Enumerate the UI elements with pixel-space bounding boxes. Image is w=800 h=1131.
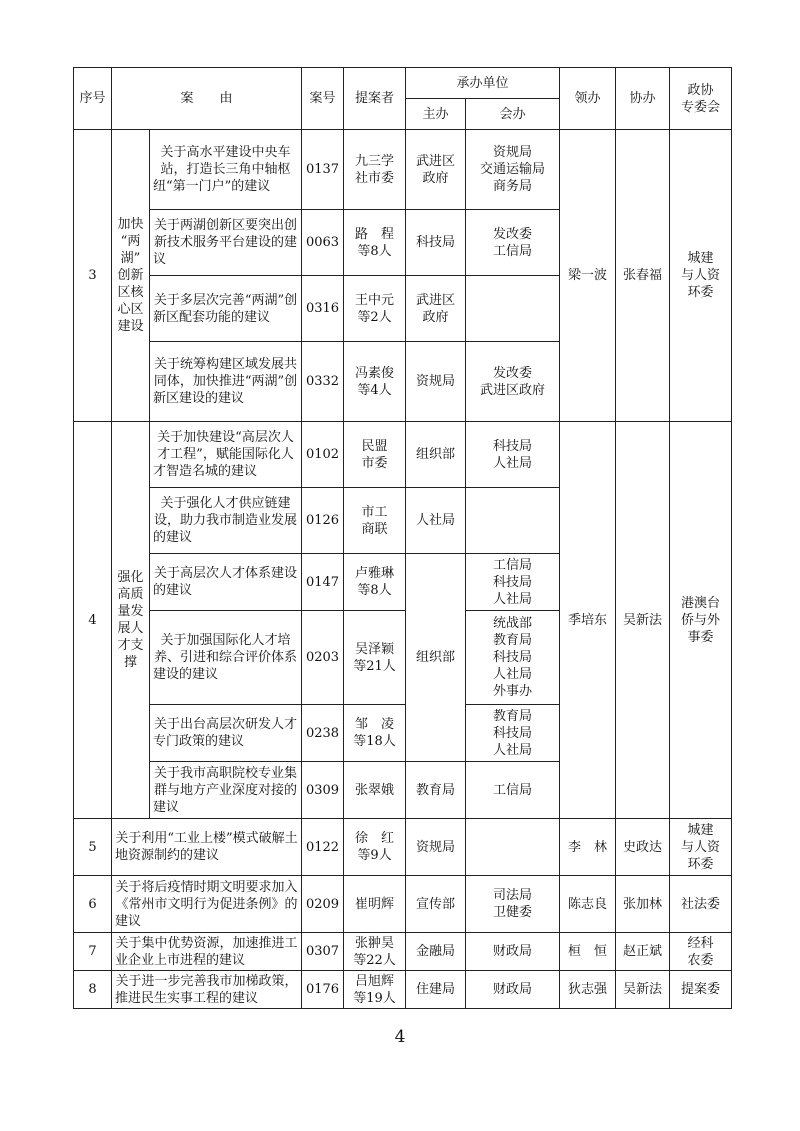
- assist-cell: 吴新法: [616, 971, 670, 1009]
- co-cell: 司法局 卫健委: [466, 876, 560, 933]
- committee-cell: 城建 与人资 环委: [670, 130, 732, 422]
- host-cell: 教育局: [406, 762, 466, 819]
- committee-cell: 经科 农委: [670, 933, 732, 971]
- reason-cell: 关于统筹构建区域发展共同体，加快推进“两湖”创新区建设的建议: [150, 342, 302, 422]
- table-row: [74, 422, 732, 488]
- host-cell: 资规局: [406, 342, 466, 422]
- case-no-cell: 0102: [302, 422, 344, 488]
- table-row: [74, 819, 732, 876]
- case-no-cell: 0316: [302, 276, 344, 342]
- co-cell: [466, 276, 560, 342]
- case-no-cell: 0176: [302, 971, 344, 1009]
- case-no-cell: 0238: [302, 705, 344, 762]
- table-row: [74, 876, 732, 933]
- reason-cell: 关于高层次人才体系建设的建议: [150, 554, 302, 611]
- reason-cell: 关于两湖创新区要突出创新技术服务平台建设的建议: [150, 210, 302, 276]
- seq-cell: 7: [74, 933, 112, 971]
- header-seq: 序号: [74, 68, 112, 130]
- proposer-cell: 张翠娥: [344, 762, 406, 819]
- assist-cell: 史政达: [616, 819, 670, 876]
- co-cell: 财政局: [466, 933, 560, 971]
- reason-cell: 关于集中优势资源，加速推进工业企业上市进程的建议: [112, 933, 302, 971]
- co-cell: 工信局 科技局 人社局: [466, 554, 560, 611]
- reason-cell: 关于加快建设“高层次人才工程”，赋能国际化人才智造名城的建议: [150, 422, 302, 488]
- seq-cell: 6: [74, 876, 112, 933]
- table-row: [74, 130, 732, 210]
- proposal-table: [73, 67, 732, 1009]
- co-cell: 财政局: [466, 971, 560, 1009]
- co-cell: 发改委 工信局: [466, 210, 560, 276]
- committee-cell: 社法委: [670, 876, 732, 933]
- proposer-cell: 张翀昊 等22人: [344, 933, 406, 971]
- committee-cell: 提案委: [670, 971, 732, 1009]
- co-cell: 发改委 武进区政府: [466, 342, 560, 422]
- assist-cell: 赵正斌: [616, 933, 670, 971]
- case-no-cell: 0147: [302, 554, 344, 611]
- case-no-cell: 0309: [302, 762, 344, 819]
- proposer-cell: 邹 凌 等18人: [344, 705, 406, 762]
- proposer-cell: 卢雅琳 等8人: [344, 554, 406, 611]
- proposer-cell: 冯素俊 等4人: [344, 342, 406, 422]
- host-cell: 住建局: [406, 971, 466, 1009]
- co-cell: 工信局: [466, 762, 560, 819]
- theme-cell: 强化 高质 量发 展人 才支 撑: [112, 422, 150, 819]
- case-no-cell: 0307: [302, 933, 344, 971]
- proposer-cell: 路 程 等8人: [344, 210, 406, 276]
- table-row: [74, 933, 732, 971]
- header-proposer: 提案者: [344, 68, 406, 130]
- seq-cell: 8: [74, 971, 112, 1009]
- assist-cell: 吴新法: [616, 422, 670, 819]
- header-lead: 领办: [560, 68, 616, 130]
- lead-cell: 陈志良: [560, 876, 616, 933]
- co-cell: [466, 488, 560, 554]
- reason-cell: 关于强化人才供应链建设，助力我市制造业发展的建议: [150, 488, 302, 554]
- header-reason: 案 由: [112, 68, 302, 130]
- reason-cell: 关于利用“工业上楼”模式破解土地资源制约的建议: [112, 819, 302, 876]
- reason-cell: 关于加强国际化人才培养、引进和综合评价体系建设的建议: [150, 611, 302, 705]
- host-cell: 组织部: [406, 422, 466, 488]
- header-assist: 协办: [616, 68, 670, 130]
- host-cell: 资规局: [406, 819, 466, 876]
- header-case-no: 案号: [302, 68, 344, 130]
- table-row: [74, 971, 732, 1009]
- co-cell: 统战部 教育局 科技局 人社局 外事办: [466, 611, 560, 705]
- proposer-cell: 市工 商联: [344, 488, 406, 554]
- case-no-cell: 0209: [302, 876, 344, 933]
- header-co: 会办: [466, 99, 560, 130]
- lead-cell: 桓 恒: [560, 933, 616, 971]
- theme-cell: 加快 “两 湖” 创新 区核 心区 建设: [112, 130, 150, 422]
- case-no-cell: 0137: [302, 130, 344, 210]
- host-cell: 金融局: [406, 933, 466, 971]
- proposer-cell: 九三学 社市委: [344, 130, 406, 210]
- reason-cell: 关于高水平建设中央车站，打造长三角中轴枢纽“第一门户”的建议: [150, 130, 302, 210]
- proposer-cell: 吕旭辉 等19人: [344, 971, 406, 1009]
- assist-cell: 张春福: [616, 130, 670, 422]
- reason-cell: 关于我市高职院校专业集群与地方产业深度对接的建议: [150, 762, 302, 819]
- page-number: 4: [394, 1027, 406, 1047]
- co-cell: 资规局 交通运输局 商务局: [466, 130, 560, 210]
- co-cell: 科技局 人社局: [466, 422, 560, 488]
- lead-cell: 季培东: [560, 422, 616, 819]
- host-cell: 武进区 政府: [406, 276, 466, 342]
- case-no-cell: 0332: [302, 342, 344, 422]
- header-undertaker: 承办单位: [406, 68, 560, 99]
- reason-cell: 关于出台高层次研发人才专门政策的建议: [150, 705, 302, 762]
- reason-cell: 关于多层次完善“两湖”创新区配套功能的建议: [150, 276, 302, 342]
- case-no-cell: 0063: [302, 210, 344, 276]
- header-committee: 政协 专委会: [670, 68, 732, 130]
- committee-cell: 港澳台 侨与外 事委: [670, 422, 732, 819]
- case-no-cell: 0203: [302, 611, 344, 705]
- proposer-cell: 徐 红 等9人: [344, 819, 406, 876]
- lead-cell: 梁一波: [560, 130, 616, 422]
- host-cell: 宣传部: [406, 876, 466, 933]
- reason-cell: 关于进一步完善我市加梯政策，推进民生实事工程的建议: [112, 971, 302, 1009]
- host-cell: 科技局: [406, 210, 466, 276]
- co-cell: 教育局 科技局 人社局: [466, 705, 560, 762]
- proposer-cell: 民盟 市委: [344, 422, 406, 488]
- lead-cell: 李 林: [560, 819, 616, 876]
- seq-cell: 3: [74, 130, 112, 422]
- host-cell: 组织部: [406, 554, 466, 762]
- co-cell: [466, 819, 560, 876]
- seq-cell: 5: [74, 819, 112, 876]
- assist-cell: 张加林: [616, 876, 670, 933]
- case-no-cell: 0122: [302, 819, 344, 876]
- proposer-cell: 王中元 等2人: [344, 276, 406, 342]
- header-host: 主办: [406, 99, 466, 130]
- host-cell: 人社局: [406, 488, 466, 554]
- case-no-cell: 0126: [302, 488, 344, 554]
- host-cell: 武进区 政府: [406, 130, 466, 210]
- proposer-cell: 吴泽颖 等21人: [344, 611, 406, 705]
- proposer-cell: 崔明辉: [344, 876, 406, 933]
- lead-cell: 狄志强: [560, 971, 616, 1009]
- seq-cell: 4: [74, 422, 112, 819]
- reason-cell: 关于将后疫情时期文明要求加入《常州市文明行为促进条例》的建议: [112, 876, 302, 933]
- committee-cell: 城建 与人资 环委: [670, 819, 732, 876]
